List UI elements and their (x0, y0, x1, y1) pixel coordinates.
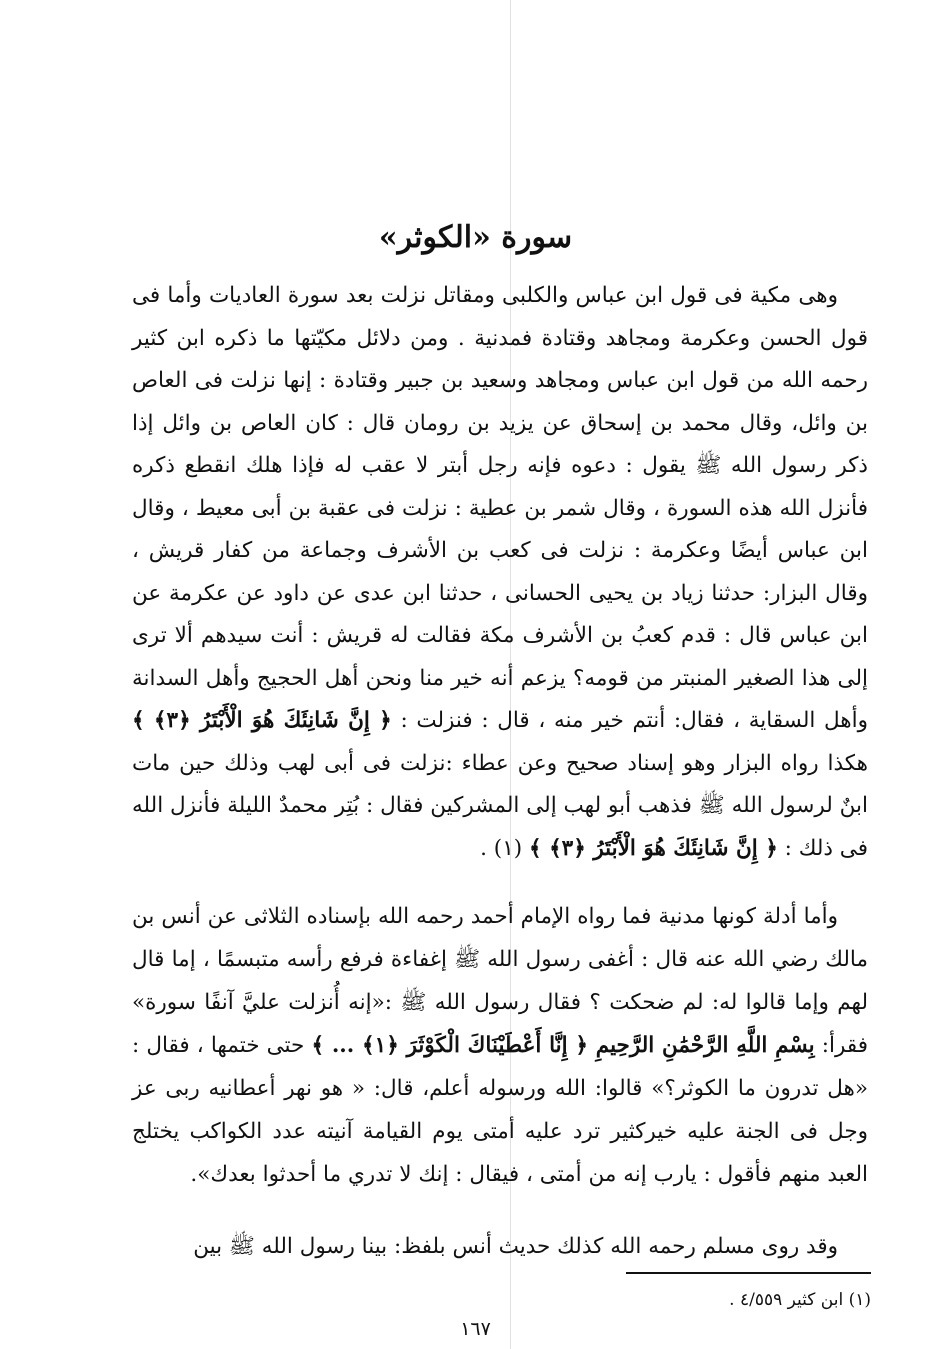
surah-title: سورة «الكوثر» (378, 220, 573, 255)
quran-verse: بِسْمِ اللَّهِ الرَّحْمَٰنِ الرَّحِيمِ ﴿ إِنَّا أَعْطَيْنَاكَ الْكَوْثَرَ ﴿١﴾ ... ﴾ (311, 1033, 815, 1058)
paragraph-text: حتى ختمها ، فقال : «هل تدرون ما الكوثر؟» قالوا: الله ورسوله أعلم، قال: « هو نهر أعطانيه ربى عز وجل فى الجنة عليه خيركثير ترد عليه أمتى يوم القيامة آنيته عدد الكواكب يختلج العبد منهم فأقول : يارب إنه من أمتى ، فيقال : إنك لا تدري ما أحدثوا بعدك». (132, 1033, 868, 1187)
footnote: (١) ابن كثير ٤/٥٥٩ . (729, 1290, 871, 1310)
paragraph-text: وهى مكية فى قول ابن عباس والكلبى ومقاتل نزلت بعد سورة العاديات وأما فى قول الحسن وعكرمة ومجاهد وقتادة فمدنية . ومن دلائل مكيّتها ما ذكره ابن كثير رحمه الله من قول ابن عباس ومجاهد وسعيد بن جبير وقتادة : إنها نزلت فى العاص بن وائل، وقال محمد بن إسحاق عن يزيد بن رومان قال : كان العاص بن وائل إذا ذكر رسول الله ﷺ يقول : دعوه فإنه رجل أبتر لا عقب له فإذا هلك انقطع ذكره فأنزل الله هذه السورة ، وقال شمر بن عطية : نزلت فى عقبة بن أبى معيط ، وقال ابن عباس أيضًا وعكرمة : نزلت فى كعب بن الأشرف وجماعة من كفار قريش ، وقال البزار: حدثنا زياد بن يحيى الحسانى ، حدثنا ابن عدى عن داود عن عكرمة عن ابن عباس قال : قدم كعبُ بن الأشرف مكة فقالت له قريش : أنت سيدهم ألا ترى إلى هذا الصغير المنبتر من قومه؟ يزعم أنه خير منا ونحن أهل الحجيج وأهل السدانة وأهل السقاية ، فقال: أنتم خير منه ، قال : فنزلت : (132, 283, 868, 733)
main-text-2 (132, 895, 868, 1196)
paragraph-text: وقد روى مسلم رحمه الله كذلك حديث أنس بلفظ: بينا رسول الله ﷺ بين (193, 1234, 838, 1259)
page-number: ١٦٧ (460, 1318, 491, 1340)
footnote-ref: (١) . (480, 835, 523, 861)
footnote-divider (626, 1272, 871, 1274)
paragraph-text: هكذا رواه البزار وهو إسناد صحيح وعن عطاء :نزلت فى أبى لهب وذلك حين مات ابنٌ لرسول الله ﷺ فذهب أبو لهب إلى المشركين فقال : بُتِر محمدٌ الليلة فأنزل الله فى ذلك : (132, 750, 868, 861)
main-text-3 (132, 1225, 868, 1268)
quran-verse: ﴿ إِنَّ شَانِئَكَ هُوَ الْأَبْتَرُ ﴿٣﴾ ﴾ (132, 708, 392, 733)
quran-verse: ﴿ إِنَّ شَانِئَكَ هُوَ الْأَبْتَرُ ﴿٣﴾ ﴾ (528, 835, 778, 861)
paragraph-muslim-narration (132, 1225, 868, 1268)
paragraph-madani-evidence (132, 895, 868, 1196)
paragraph-text: وأما أدلة كونها مدنية فما رواه الإمام أحمد رحمه الله بإسناده الثلاثى عن أنس بن مالك رضي الله عنه قال : أغفى رسول الله ﷺ إغفاءة فرفع رأسه متبسمًا ، إما قال لهم وإما قالوا له: لم ضحكت ؟ فقال رسول الله ﷺ :«إنه أُنزلت عليَّ آنفًا سورة» فقرأ: (132, 904, 868, 1058)
paragraph-makki-evidence (132, 275, 868, 870)
main-text (132, 275, 868, 870)
